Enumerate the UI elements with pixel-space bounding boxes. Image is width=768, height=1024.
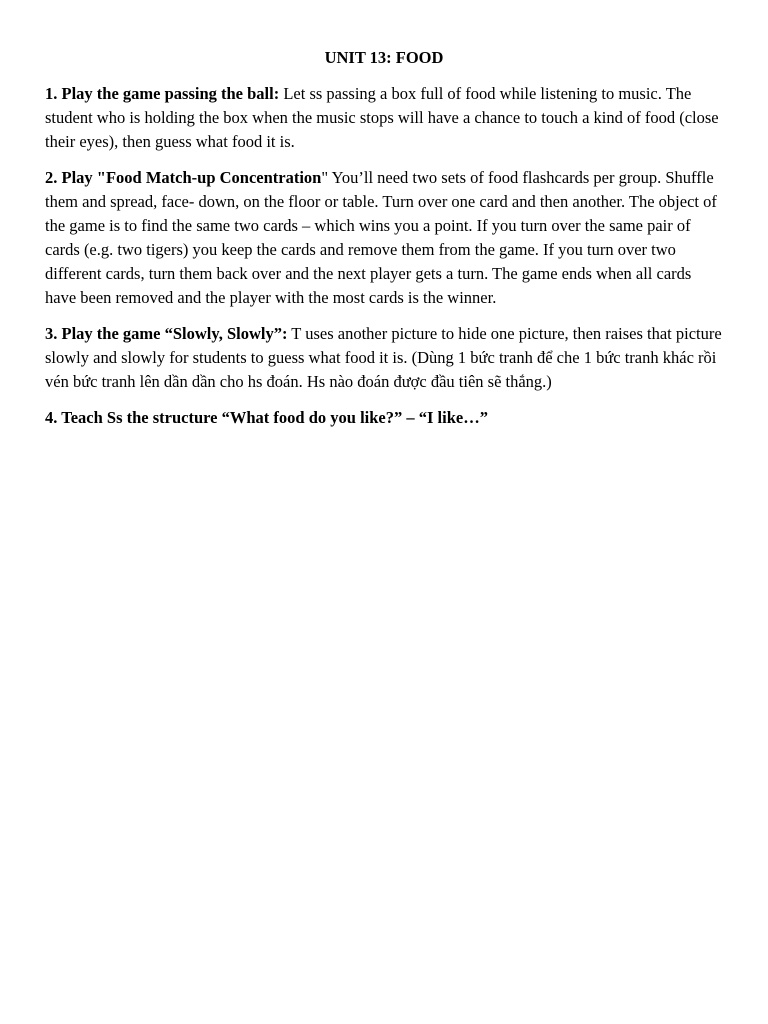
activity-2-heading: 2. Play "Food Match-up Concentration xyxy=(45,168,322,187)
activity-4-heading: 4. Teach Ss the structure “What food do you like?” – “I like…” xyxy=(45,408,488,427)
activity-3-body: T uses another picture to hide one picture, then raises that picture slowly and slowly for students to guess what food it is. (Dùng 1 bức tranh để che 1 bức tranh khác rồi vén bức tranh lên dần dần cho hs đoán. Hs nào đoán được đầu tiên sẽ thắng.) xyxy=(45,324,722,391)
activity-1-heading: 1. Play the game passing the ball: xyxy=(45,84,280,103)
activity-1 xyxy=(45,82,723,154)
activity-1-body: Let ss passing a box full of food while listening to music. The student who is holding the box when the music stops will have a chance to touch a kind of food (close their eyes), then guess what food it is. xyxy=(45,84,719,151)
activity-3 xyxy=(45,322,723,394)
activity-4 xyxy=(45,406,723,430)
activity-2-body: " You’ll need two sets of food flashcards per group. Shuffle them and spread, face- down, on the floor or table. Turn over one card and then another. The object of the game is to find the same two cards – which wins you a point. If you turn over the same pair of cards (e.g. two tigers) you keep the cards and remove them from the game. If you turn over two different cards, turn them back over and the next player gets a turn. The game ends when all cards have been removed and the player with the most cards is the winner. xyxy=(45,168,717,307)
activity-3-heading: 3. Play the game “Slowly, Slowly”: xyxy=(45,324,288,343)
document-title: UNIT 13: FOOD xyxy=(324,48,444,67)
activity-2 xyxy=(45,166,723,310)
